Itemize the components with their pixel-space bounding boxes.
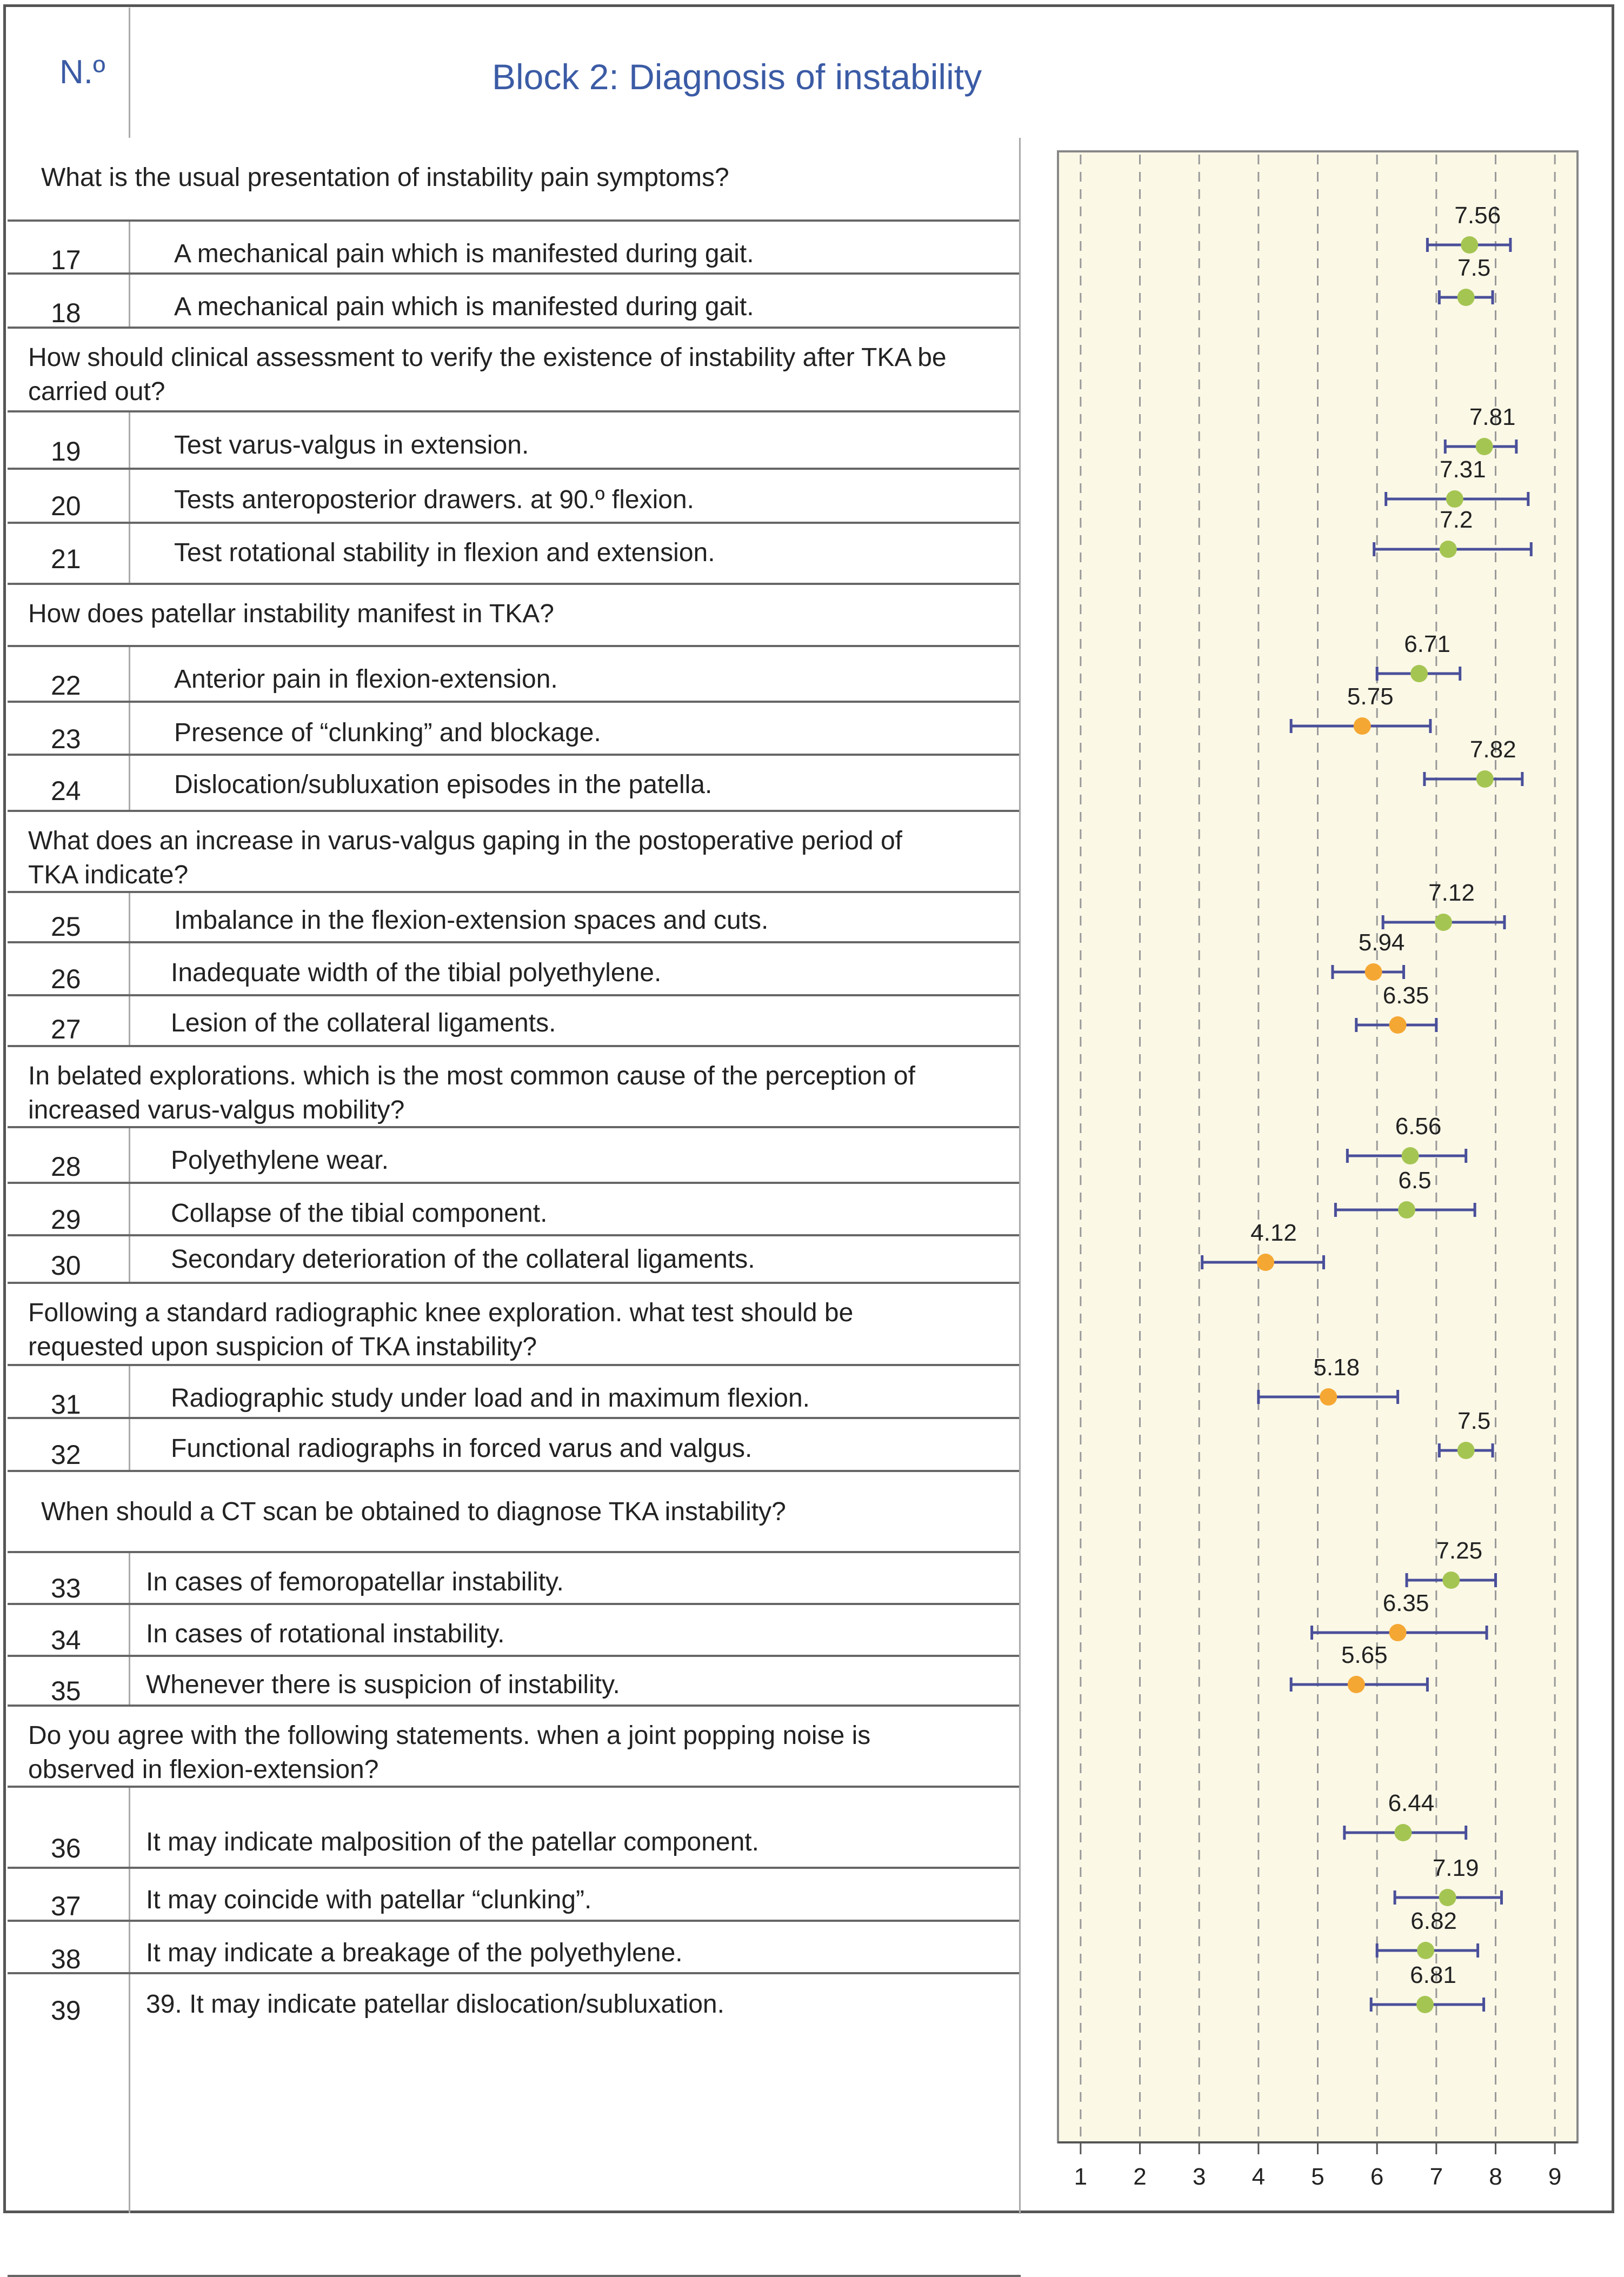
table-row <box>8 470 1021 524</box>
page-title: Block 2: Diagnosis of instability <box>492 57 982 97</box>
item-number: 36 <box>51 1833 81 1863</box>
data-label: 7.5 <box>1457 1408 1491 1434</box>
item-text: Functional radiographs in forced varus and valgus. <box>171 1434 753 1463</box>
table-row <box>8 756 1021 812</box>
item-number: 22 <box>51 670 81 701</box>
chart-column-divider <box>1019 138 1021 2214</box>
item-number: 38 <box>51 1944 81 1974</box>
mean-point <box>1476 770 1494 788</box>
mean-point <box>1442 1572 1460 1589</box>
table-row <box>8 1974 1021 2277</box>
item-text: It may indicate malposition of the patellar component. <box>146 1828 759 1856</box>
question-text: When should a CT scan be obtained to diagnose TKA instability? <box>41 1497 786 1526</box>
table-row <box>8 524 1021 585</box>
x-tick-label: 3 <box>1192 2163 1206 2190</box>
x-tick-label: 6 <box>1370 2163 1384 2190</box>
table-row <box>8 703 1021 756</box>
item-number: 28 <box>51 1151 81 1182</box>
data-label: 7.81 <box>1469 404 1516 430</box>
mean-point <box>1457 289 1475 306</box>
table-row <box>8 1128 1021 1184</box>
question-text: How should clinical assessment to verify the existence of instability after TKA be carried out? <box>28 343 947 406</box>
item-text: It may indicate a breakage of the polyethylene. <box>146 1939 683 1967</box>
item-number: 31 <box>51 1389 81 1420</box>
table-row <box>8 996 1021 1047</box>
table-row <box>8 222 1021 275</box>
question-section <box>8 138 1021 222</box>
item-number: 20 <box>51 491 81 521</box>
data-label: 7.82 <box>1469 736 1516 763</box>
mean-point <box>1348 1676 1365 1693</box>
x-tick-label: 4 <box>1252 2163 1266 2190</box>
x-tick-label: 1 <box>1074 2163 1088 2190</box>
item-number: 30 <box>51 1250 81 1281</box>
item-text: A mechanical pain which is manifested during gait. <box>174 292 754 321</box>
item-text: Dislocation/subluxation episodes in the patella. <box>174 770 713 799</box>
item-text: Secondary deterioration of the collateral ligaments. <box>171 1245 755 1274</box>
item-number: 19 <box>51 436 81 467</box>
item-number: 18 <box>51 298 81 328</box>
table-row <box>8 1366 1021 1419</box>
item-text: Collapse of the tibial component. <box>171 1199 548 1228</box>
table-row <box>8 1553 1021 1605</box>
mean-point <box>1446 490 1463 508</box>
table-row <box>8 943 1021 996</box>
data-label: 6.56 <box>1395 1113 1442 1140</box>
item-number: 26 <box>51 964 81 994</box>
data-label: 6.81 <box>1410 1962 1456 1988</box>
question-section <box>8 585 1021 647</box>
item-text: In cases of rotational instability. <box>146 1620 505 1648</box>
question-section <box>8 812 1021 893</box>
item-number: 27 <box>51 1014 81 1044</box>
item-number: 35 <box>51 1676 81 1706</box>
item-number: 33 <box>51 1573 81 1603</box>
table-row <box>8 1236 1021 1284</box>
mean-point <box>1457 1442 1475 1459</box>
item-number: 39 <box>51 1995 81 2026</box>
table-row <box>8 1657 1021 1707</box>
question-text: Following a standard radiographic knee exploration. what test should be requested upon suspicion of TKA instability? <box>28 1299 854 1361</box>
item-text: It may coincide with patellar “clunking”. <box>146 1886 592 1914</box>
question-section <box>8 329 1021 412</box>
x-tick-label: 2 <box>1133 2163 1147 2190</box>
data-label: 7.31 <box>1439 456 1486 483</box>
data-label: 7.19 <box>1432 1855 1479 1881</box>
question-text: What is the usual presentation of instability pain symptoms? <box>41 163 729 192</box>
table-row <box>8 1869 1021 1922</box>
mean-point <box>1416 1996 1434 2013</box>
item-text: Tests anteroposterior drawers. at 90.º flexion. <box>174 485 694 514</box>
mean-point <box>1320 1388 1337 1406</box>
data-label: 5.94 <box>1358 929 1405 956</box>
item-number: 29 <box>51 1204 81 1235</box>
data-label: 7.56 <box>1454 202 1501 229</box>
question-section <box>8 1472 1021 1553</box>
mean-point <box>1354 717 1371 735</box>
item-text: Whenever there is suspicion of instability. <box>146 1670 620 1699</box>
item-text: Lesion of the collateral ligaments. <box>171 1009 556 1037</box>
data-label: 6.5 <box>1398 1167 1432 1194</box>
item-number: 23 <box>51 724 81 754</box>
mean-point <box>1389 1624 1407 1641</box>
data-label: 5.75 <box>1347 683 1394 710</box>
question-text: How does patellar instability manifest in TKA? <box>28 600 554 628</box>
mean-point <box>1402 1147 1419 1164</box>
table-row <box>8 1419 1021 1472</box>
data-label: 5.18 <box>1313 1354 1360 1381</box>
item-text: In cases of femoropatellar instability. <box>146 1568 564 1596</box>
mean-point <box>1440 541 1457 558</box>
x-tick-label: 5 <box>1311 2163 1325 2190</box>
mean-point <box>1257 1254 1274 1271</box>
question-text: In belated explorations. which is the most common cause of the perception of increased varus-valgus mobility? <box>28 1062 915 1124</box>
table-row <box>8 275 1021 329</box>
table-row <box>8 1184 1021 1236</box>
item-number: 25 <box>51 911 81 942</box>
x-tick-label: 7 <box>1429 2163 1443 2190</box>
item-text: 39. It may indicate patellar dislocation/subluxation. <box>146 1990 724 2019</box>
item-text: Test rotational stability in flexion and extension. <box>174 538 715 567</box>
item-text: Test varus-valgus in extension. <box>174 431 529 460</box>
mean-point <box>1435 914 1452 931</box>
number-column-header: N.º <box>59 54 105 91</box>
item-text: Imbalance in the flexion-extension spaces and cuts. <box>174 906 769 935</box>
mean-point <box>1398 1201 1415 1219</box>
item-text: Presence of “clunking” and blockage. <box>174 718 601 747</box>
x-tick-label: 9 <box>1548 2163 1562 2190</box>
table-row <box>8 1922 1021 1974</box>
item-text: Inadequate width of the tibial polyethylene. <box>171 958 662 987</box>
score-chart <box>1057 150 1579 2210</box>
mean-point <box>1476 438 1493 455</box>
question-section <box>8 1284 1021 1366</box>
table-row <box>8 647 1021 703</box>
table-row <box>8 893 1021 943</box>
item-number: 17 <box>51 245 81 275</box>
data-label: 6.82 <box>1410 1908 1457 1934</box>
question-section <box>8 1707 1021 1788</box>
item-text: Radiographic study under load and in maximum flexion. <box>171 1384 810 1413</box>
data-label: 7.25 <box>1436 1537 1483 1564</box>
question-text: Do you agree with the following statements. when a joint popping noise is observed in flexion-extension? <box>28 1721 871 1784</box>
item-number: 34 <box>51 1625 81 1655</box>
item-text: A mechanical pain which is manifested during gait. <box>174 239 754 268</box>
mean-point <box>1389 1016 1407 1034</box>
item-number: 32 <box>51 1440 81 1470</box>
data-label: 6.35 <box>1382 1590 1429 1616</box>
item-number: 21 <box>51 544 81 574</box>
question-text: What does an increase in varus-valgus gaping in the postoperative period of TKA indicate? <box>28 827 902 889</box>
mean-point <box>1461 236 1478 254</box>
data-label: 7.5 <box>1457 255 1491 281</box>
x-tick-label: 8 <box>1489 2163 1502 2190</box>
table-row <box>8 1605 1021 1657</box>
data-label: 4.12 <box>1250 1220 1297 1246</box>
item-text: Anterior pain in flexion-extension. <box>174 665 558 694</box>
table-row <box>8 1788 1021 1869</box>
data-label: 7.2 <box>1440 507 1473 533</box>
data-label: 7.12 <box>1428 880 1475 906</box>
mean-point <box>1394 1824 1412 1841</box>
mean-point <box>1417 1942 1434 1959</box>
mean-point <box>1439 1889 1456 1906</box>
table-row <box>8 412 1021 470</box>
data-label: 6.44 <box>1388 1790 1435 1816</box>
question-section <box>8 1047 1021 1128</box>
item-number: 37 <box>51 1891 81 1921</box>
data-label: 6.35 <box>1382 982 1429 1009</box>
data-label: 6.71 <box>1404 631 1450 657</box>
mean-point <box>1365 963 1382 981</box>
data-label: 5.65 <box>1341 1642 1388 1668</box>
item-number: 24 <box>51 776 81 806</box>
item-text: Polyethylene wear. <box>171 1146 389 1175</box>
mean-point <box>1410 665 1428 682</box>
